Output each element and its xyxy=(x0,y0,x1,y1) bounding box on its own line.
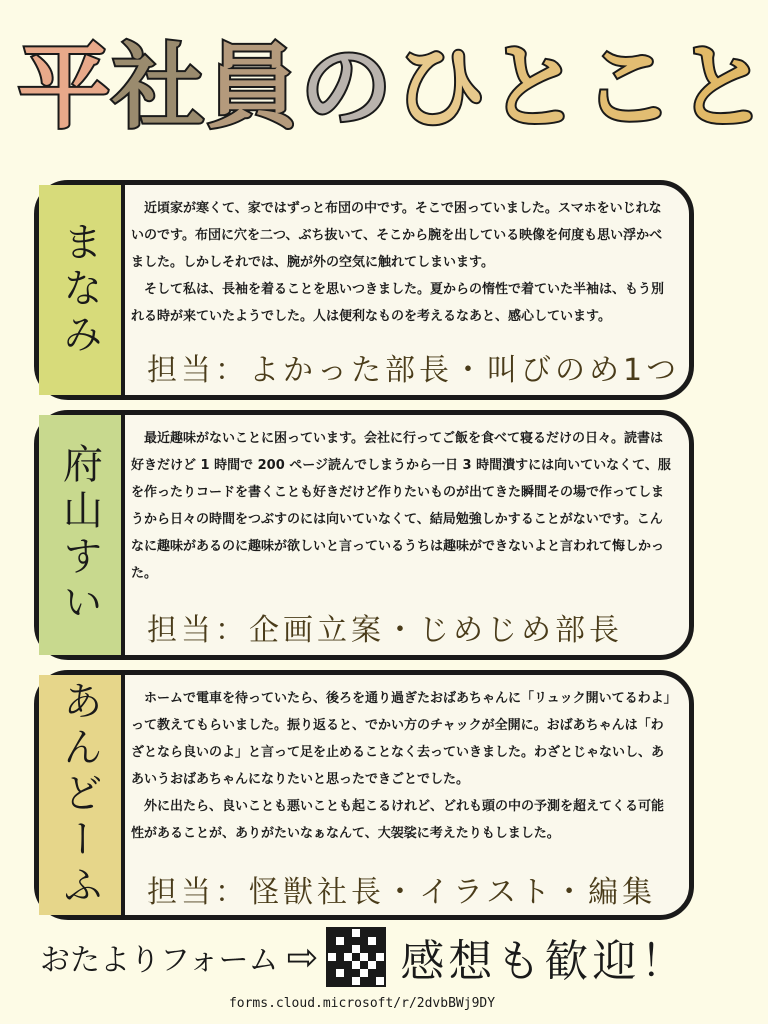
welcome-text: 感想も歓迎！ xyxy=(400,936,689,987)
qr-module xyxy=(328,937,336,945)
qr-module xyxy=(360,937,368,945)
qr-code[interactable] xyxy=(326,927,386,987)
qr-module xyxy=(360,969,368,977)
title-char: と xyxy=(676,34,768,141)
comment-card-andofu xyxy=(34,670,694,920)
qr-module xyxy=(336,961,344,969)
title-char: の xyxy=(300,34,393,141)
qr-module xyxy=(376,977,384,985)
comment-body xyxy=(131,685,671,847)
qr-module xyxy=(336,937,344,945)
author-name: 府山すい xyxy=(56,443,103,627)
comment-body xyxy=(131,425,671,587)
qr-module xyxy=(376,945,384,953)
qr-module xyxy=(328,969,336,977)
comment-card-fuyama xyxy=(34,410,694,660)
qr-module xyxy=(352,945,360,953)
qr-module xyxy=(352,937,360,945)
author-tab xyxy=(39,675,125,915)
staff-credit: 担当：よかった部長・叫びのめ1つ xyxy=(147,353,681,388)
qr-module xyxy=(328,977,336,985)
qr-module xyxy=(344,961,352,969)
qr-module xyxy=(336,945,344,953)
title-char: 社 xyxy=(112,34,205,141)
staff-credit: 担当：怪獣社長・イラスト・編集 xyxy=(147,875,657,910)
qr-module xyxy=(376,929,384,937)
comment-paragraph: 外に出たら、良いことも悪いことも起こるけれど、どれも頭の中の予測を超えてくる可能性があることが、ありがたいなぁなんて、大袈裟に考えたりもしました。 xyxy=(131,799,665,841)
comment-paragraph: 最近趣味がないことに困っています。会社に行ってご飯を食べて寝るだけの日々。読書は好きだけど 1 時間で 200 ページ読んでしまうから一日 3 時間潰すには向いていなくて、服を作ったりコードを書くことも好きだけど作りたいものが出てきた瞬間その場で作ってしまうから日々の時間をつぶすのには向いていなくて、結局勉強しかすることがないです。こんなに趣味があるのに趣味が欲しいと言っているうちは趣味ができないよと言われて悔しかった。 xyxy=(131,431,671,581)
title-char: 員 xyxy=(206,34,299,141)
author-name: まなみ xyxy=(56,221,103,359)
qr-module xyxy=(360,977,368,985)
qr-module xyxy=(336,969,344,977)
qr-module xyxy=(376,961,384,969)
qr-module xyxy=(352,953,360,961)
qr-module xyxy=(336,977,344,985)
qr-module xyxy=(376,937,384,945)
form-url[interactable]: forms.cloud.microsoft/r/2dvbBWj9DY xyxy=(228,996,496,1011)
qr-module xyxy=(352,929,360,937)
comment-paragraph: そして私は、長袖を着ることを思いつきました。夏からの惰性で着ていた半袖は、もう別れる時が来ていたようでした。人は便利なものを考えるなあと、感心しています。 xyxy=(131,282,665,324)
qr-module xyxy=(344,953,352,961)
qr-module xyxy=(352,977,360,985)
qr-module xyxy=(328,961,336,969)
qr-module xyxy=(344,945,352,953)
qr-module xyxy=(336,929,344,937)
form-label: おたよりフォーム xyxy=(40,943,279,978)
qr-module xyxy=(344,929,352,937)
comment-paragraph: ホームで電車を待っていたら、後ろを通り過ぎたおばあちゃんに「リュック開いてるわよ」って教えてもらいました。振り返ると、でかい方のチャックが全開に。おばあちゃんは「わざとなら良いのよ」と言って足を止めることなく去っていきました。わざとじゃないし、ああいうおばあちゃんになりたいと思ったできごとでした。 xyxy=(131,691,671,787)
qr-module xyxy=(344,977,352,985)
qr-module xyxy=(360,961,368,969)
qr-module xyxy=(368,937,376,945)
qr-module xyxy=(352,961,360,969)
qr-module xyxy=(368,961,376,969)
qr-module xyxy=(376,953,384,961)
comment-card-manami xyxy=(34,180,694,400)
qr-module xyxy=(344,937,352,945)
qr-module xyxy=(368,929,376,937)
arrow-right-icon: ⇨ xyxy=(286,935,319,979)
qr-module xyxy=(360,929,368,937)
qr-module xyxy=(328,945,336,953)
comment-paragraph: 近頃家が寒くて、家ではずっと布団の中です。そこで困っていました。スマホをいじれないのです。布団に穴を二つ、ぶち抜いて、そこから腕を出している映像を何度も思い浮かべました。しかしそれでは、腕が外の空気に触れてしまいます。 xyxy=(131,201,663,270)
qr-module xyxy=(352,969,360,977)
author-tab xyxy=(39,185,125,395)
qr-module xyxy=(368,969,376,977)
title-char: 平 xyxy=(18,34,111,141)
qr-module xyxy=(360,945,368,953)
qr-module xyxy=(376,969,384,977)
author-name: あんどーふ xyxy=(56,680,103,910)
qr-module xyxy=(336,953,344,961)
page-title xyxy=(18,18,768,158)
qr-module xyxy=(328,953,336,961)
qr-module xyxy=(368,945,376,953)
author-tab xyxy=(39,415,125,655)
comment-body xyxy=(131,195,671,330)
title-char: と xyxy=(488,34,581,141)
qr-module xyxy=(328,929,336,937)
qr-module xyxy=(360,953,368,961)
qr-module xyxy=(344,969,352,977)
title-char: こ xyxy=(582,34,675,141)
qr-module xyxy=(368,953,376,961)
qr-module xyxy=(368,977,376,985)
footer xyxy=(40,922,700,992)
title-char: ひ xyxy=(394,34,487,141)
staff-credit: 担当：企画立案・じめじめ部長 xyxy=(147,613,623,648)
